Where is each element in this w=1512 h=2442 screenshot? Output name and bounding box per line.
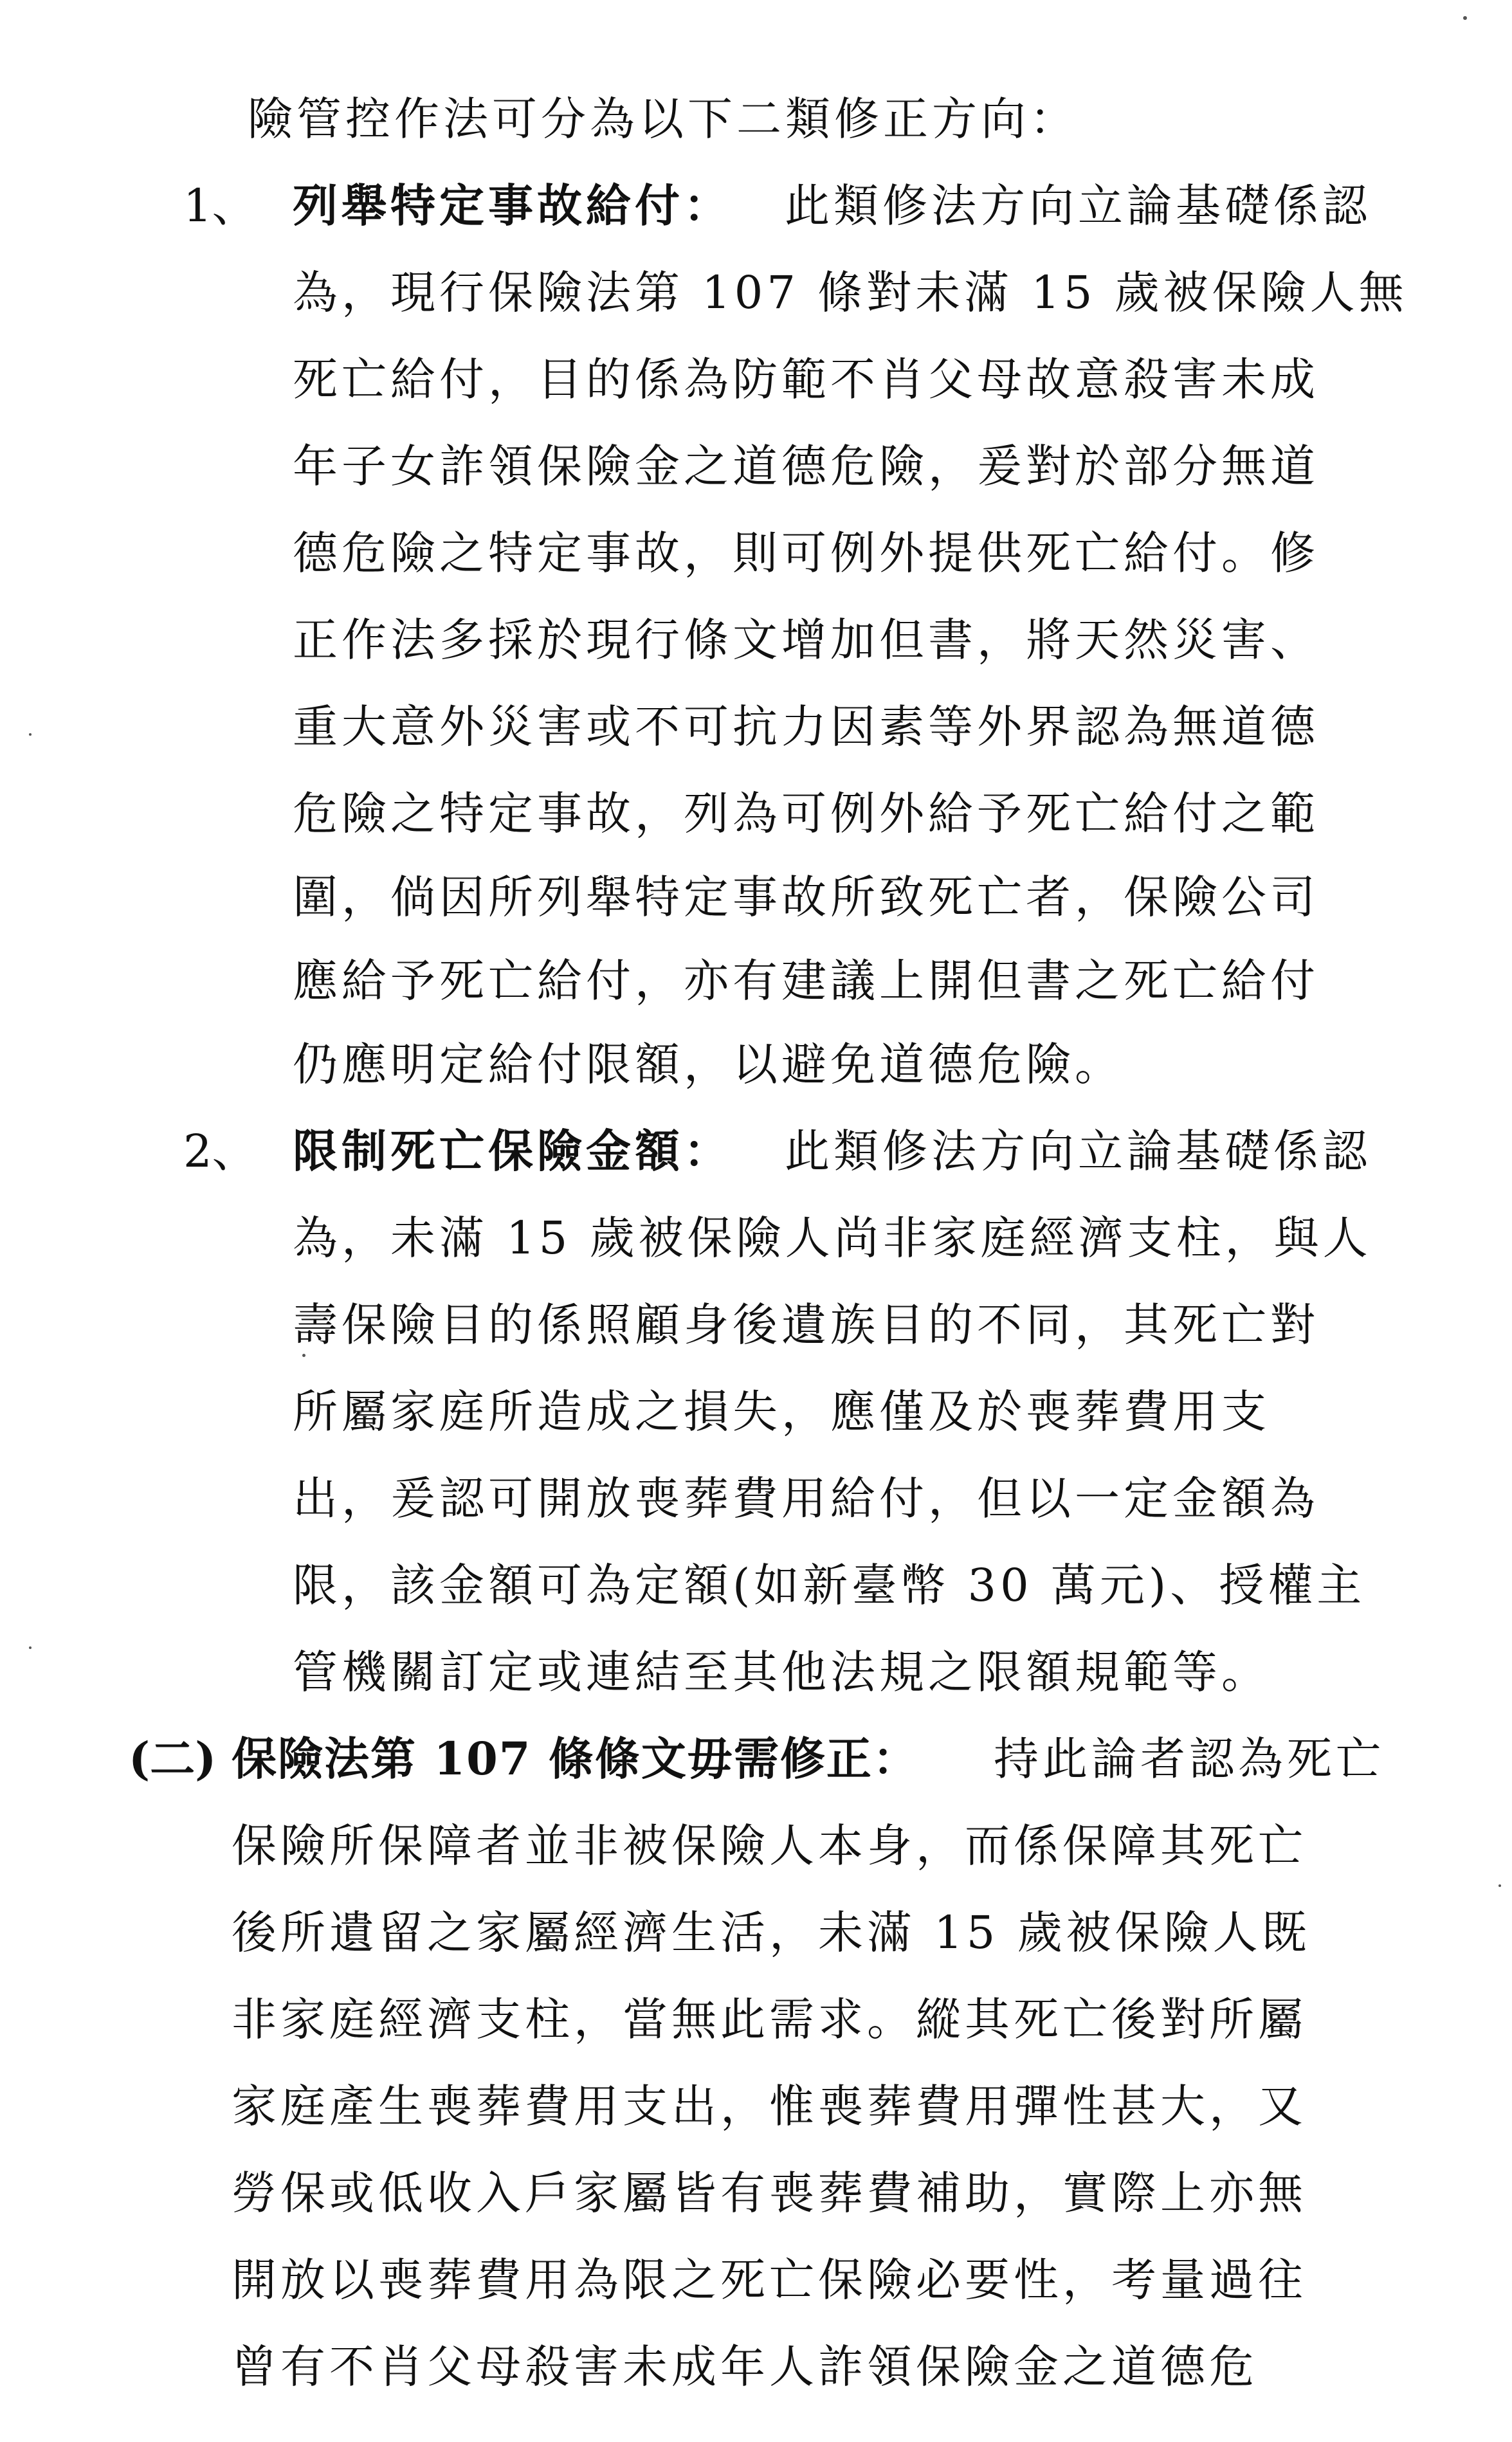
section2-line: 勞保或低收入戶家屬皆有喪葬費補助，實際上亦無 (232, 2167, 1307, 2219)
item2-line: 出，爰認可開放喪葬費用給付，但以一定金額為 (293, 1472, 1319, 1525)
item2-line: 此類修法方向立論基礎係認 (785, 1125, 1371, 1178)
item2-number: 2、 (183, 1125, 257, 1178)
section2-line: 後所遺留之家屬經濟生活，未滿 15 歲被保險人既 (232, 1906, 1311, 1959)
item1-heading: 列舉特定事故給付： (293, 179, 733, 232)
item1-line: 危險之特定事故，列為可例外給予死亡給付之範 (293, 787, 1319, 840)
section2-number: (二) (129, 1732, 217, 1785)
item1-line: 此類修法方向立論基礎係認 (785, 179, 1371, 232)
intro-line: 險管控作法可分為以下二類修正方向： (248, 93, 1079, 145)
item1-line: 重大意外災害或不可抗力因素等外界認為無道德 (293, 700, 1319, 753)
item1-line: 為，現行保險法第 107 條對未滿 15 歲被保險人無 (293, 266, 1408, 319)
section2-line: 曾有不肖父母殺害未成年人詐領保險金之道德危 (232, 2340, 1258, 2393)
item1-line: 圍，倘因所列舉特定事故所致死亡者，保險公司 (293, 871, 1319, 924)
scan-speck (29, 1646, 32, 1649)
scan-speck (1498, 1884, 1501, 1887)
section2-line: 家庭產生喪葬費用支出，惟喪葬費用彈性甚大，又 (232, 2080, 1307, 2133)
item1-number: 1、 (183, 179, 257, 232)
scan-speck (1463, 16, 1467, 20)
section2-heading: 保險法第 107 條條文毋需修正： (232, 1732, 919, 1785)
item1-line: 應給予死亡給付，亦有建議上開但書之死亡給付 (293, 954, 1319, 1007)
scan-speck (29, 733, 32, 736)
item2-heading: 限制死亡保險金額： (293, 1124, 733, 1178)
item1-line: 德危險之特定事故，則可例外提供死亡給付。修 (293, 527, 1319, 579)
section2-line: 保險所保障者並非被保險人本身，而係保障其死亡 (232, 1819, 1307, 1872)
section2-line: 非家庭經濟支柱，當無此需求。縱其死亡後對所屬 (232, 1993, 1307, 2046)
item2-line: 為，未滿 15 歲被保險人尚非家庭經濟支柱，與人 (293, 1212, 1372, 1264)
item2-line: 所屬家庭所造成之損失，應僅及於喪葬費用支 (293, 1385, 1270, 1438)
item1-line: 死亡給付，目的係為防範不肖父母故意殺害未成 (293, 353, 1319, 406)
scan-speck (302, 1354, 305, 1357)
section2-line: 開放以喪葬費用為限之死亡保險必要性，考量過往 (232, 2254, 1307, 2306)
item2-line: 限，該金額可為定額(如新臺幣 30 萬元)、授權主 (293, 1559, 1366, 1612)
item2-line: 壽保險目的係照顧身後遺族目的不同，其死亡對 (293, 1298, 1319, 1351)
item1-line: 年子女詐領保險金之道德危險，爰對於部分無道 (293, 440, 1319, 493)
item2-line: 管機關訂定或連結至其他法規之限額規範等。 (293, 1646, 1270, 1699)
item1-line: 仍應明定給付限額，以避免道德危險。 (293, 1038, 1124, 1091)
item1-line: 正作法多採於現行條文增加但書，將天然災害、 (293, 614, 1319, 666)
section2-line: 持此論者認為死亡 (994, 1733, 1385, 1785)
